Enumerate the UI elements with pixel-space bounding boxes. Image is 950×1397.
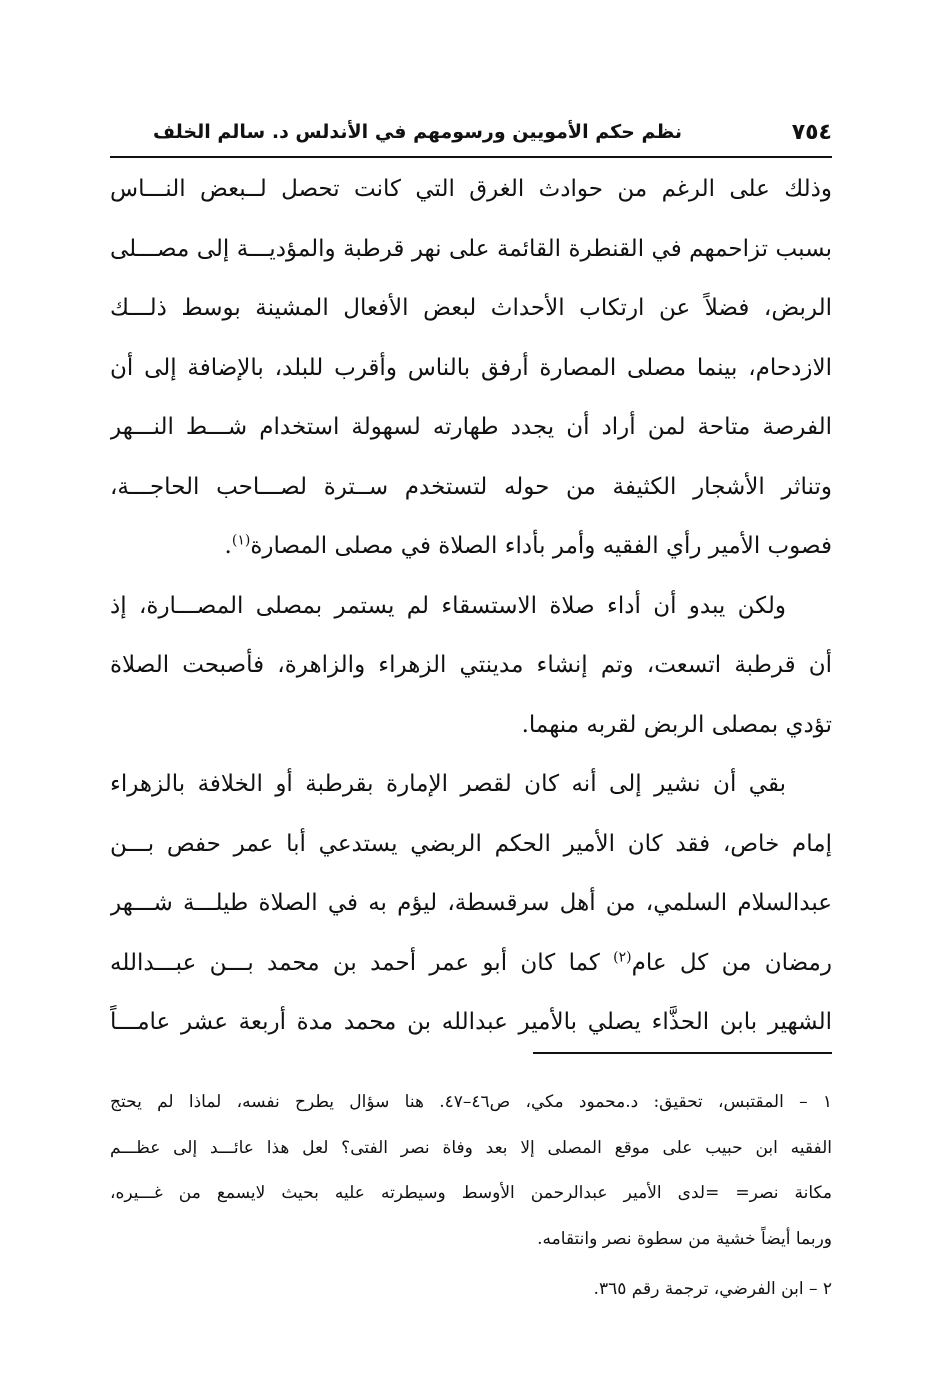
- main-text: [110, 160, 832, 1053]
- text-line: إمام خاص، فقد كان الأمير الحكم الربضي يستدعي أبا عمر حفص بـــن: [110, 830, 832, 857]
- text-span: فصوب الأمير رأي الفقيه وأمر بأداء الصلاة في مصلى المصارة: [250, 533, 832, 559]
- text-line: الازدحام، بينما مصلى المصارة أرفق بالناس وأقرب للبلد، بالإضافة إلى أن: [110, 354, 832, 381]
- running-title: نظم حكم الأمويين ورسومهم في الأندلس د. سالم الخلف: [153, 121, 682, 143]
- text-span: رمضان من كل عام: [631, 949, 832, 976]
- text-span: .: [224, 533, 232, 559]
- text-line: الربض، فضلاً عن ارتكاب الأحداث لبعض الأفعال المشينة بوسط ذلـــك: [110, 295, 832, 321]
- page-number: ٧٥٤: [791, 120, 832, 145]
- footnote-line: ١ – المقتبس، تحقيق: د.محمود مكي، ص٤٦–٤٧. هنا سؤال يطرح نفسه، لماذا لم يحتج: [110, 1092, 832, 1112]
- text-line: عبدالسلام السلمي، من أهل سرقسطة، ليؤم به في الصلاة طيلـــة شـــهر: [110, 890, 832, 916]
- footnotes: [110, 1080, 832, 1313]
- text-line: وتناثر الأشجار الكثيفة من حوله لتستخدم ســترة لصـــاحب الحاجـــة،: [110, 473, 832, 500]
- text-line: وذلك على الرغم من حوادث الغرق التي كانت تحصل لــبعض النـــاس: [110, 176, 832, 202]
- page-header: [110, 118, 832, 158]
- text-span: كما كان أبو عمر أحمد بن محمد بـــن عبـــدالله: [110, 949, 614, 976]
- text-line: الشهير بابن الحذَّاء يصلي بالأمير عبدالله بن محمد مدة أربعة عشر عامـــاً: [110, 1009, 832, 1035]
- text-line: بسبب تزاحمهم في القنطرة القائمة على نهر قرطبة والمؤديـــة إلى مصـــلى: [110, 235, 832, 262]
- footnote-line: مكانة نصر= =لدى الأمير عبدالرحمن الأوسط وسيطرته عليه بحيث لايسمع من غـــيره،: [110, 1183, 832, 1203]
- footnote-ref-1[interactable]: (١): [231, 532, 251, 549]
- text-line: [110, 934, 832, 994]
- text-line: الفرصة متاحة لمن أراد أن يجدد طهارته لسهولة استخدام شـــط النـــهر: [110, 414, 832, 440]
- footnote-line: ٢ – ابن الفرضي، ترجمة رقم ٣٦٥.: [593, 1279, 832, 1299]
- footnote-ref-2[interactable]: (٢): [613, 948, 632, 965]
- text-line: [110, 517, 832, 577]
- text-line: ولكن يبدو أن أداء صلاة الاستسقاء لم يستمر بمصلى المصـــارة، إذ: [110, 592, 786, 619]
- footnote-line: وربما أيضاً خشية من سطوة نصر وانتقامه.: [537, 1228, 832, 1249]
- footnote-separator: [533, 1052, 832, 1054]
- text-line: بقي أن نشير إلى أنه كان لقصر الإمارة بقرطبة أو الخلافة بالزهراء: [110, 771, 786, 797]
- footnote-line: الفقيه ابن حبيب على موقع المصلى إلا بعد وفاة نصر الفتى؟ لعل هذا عائـــد إلى عظـــم: [110, 1137, 832, 1158]
- text-line: تؤدي بمصلى الربض لقربه منهما.: [521, 711, 832, 738]
- text-line: أن قرطبة اتسعت، وتم إنشاء مدينتي الزهراء والزاهرة، فأصبحت الصلاة: [110, 652, 832, 678]
